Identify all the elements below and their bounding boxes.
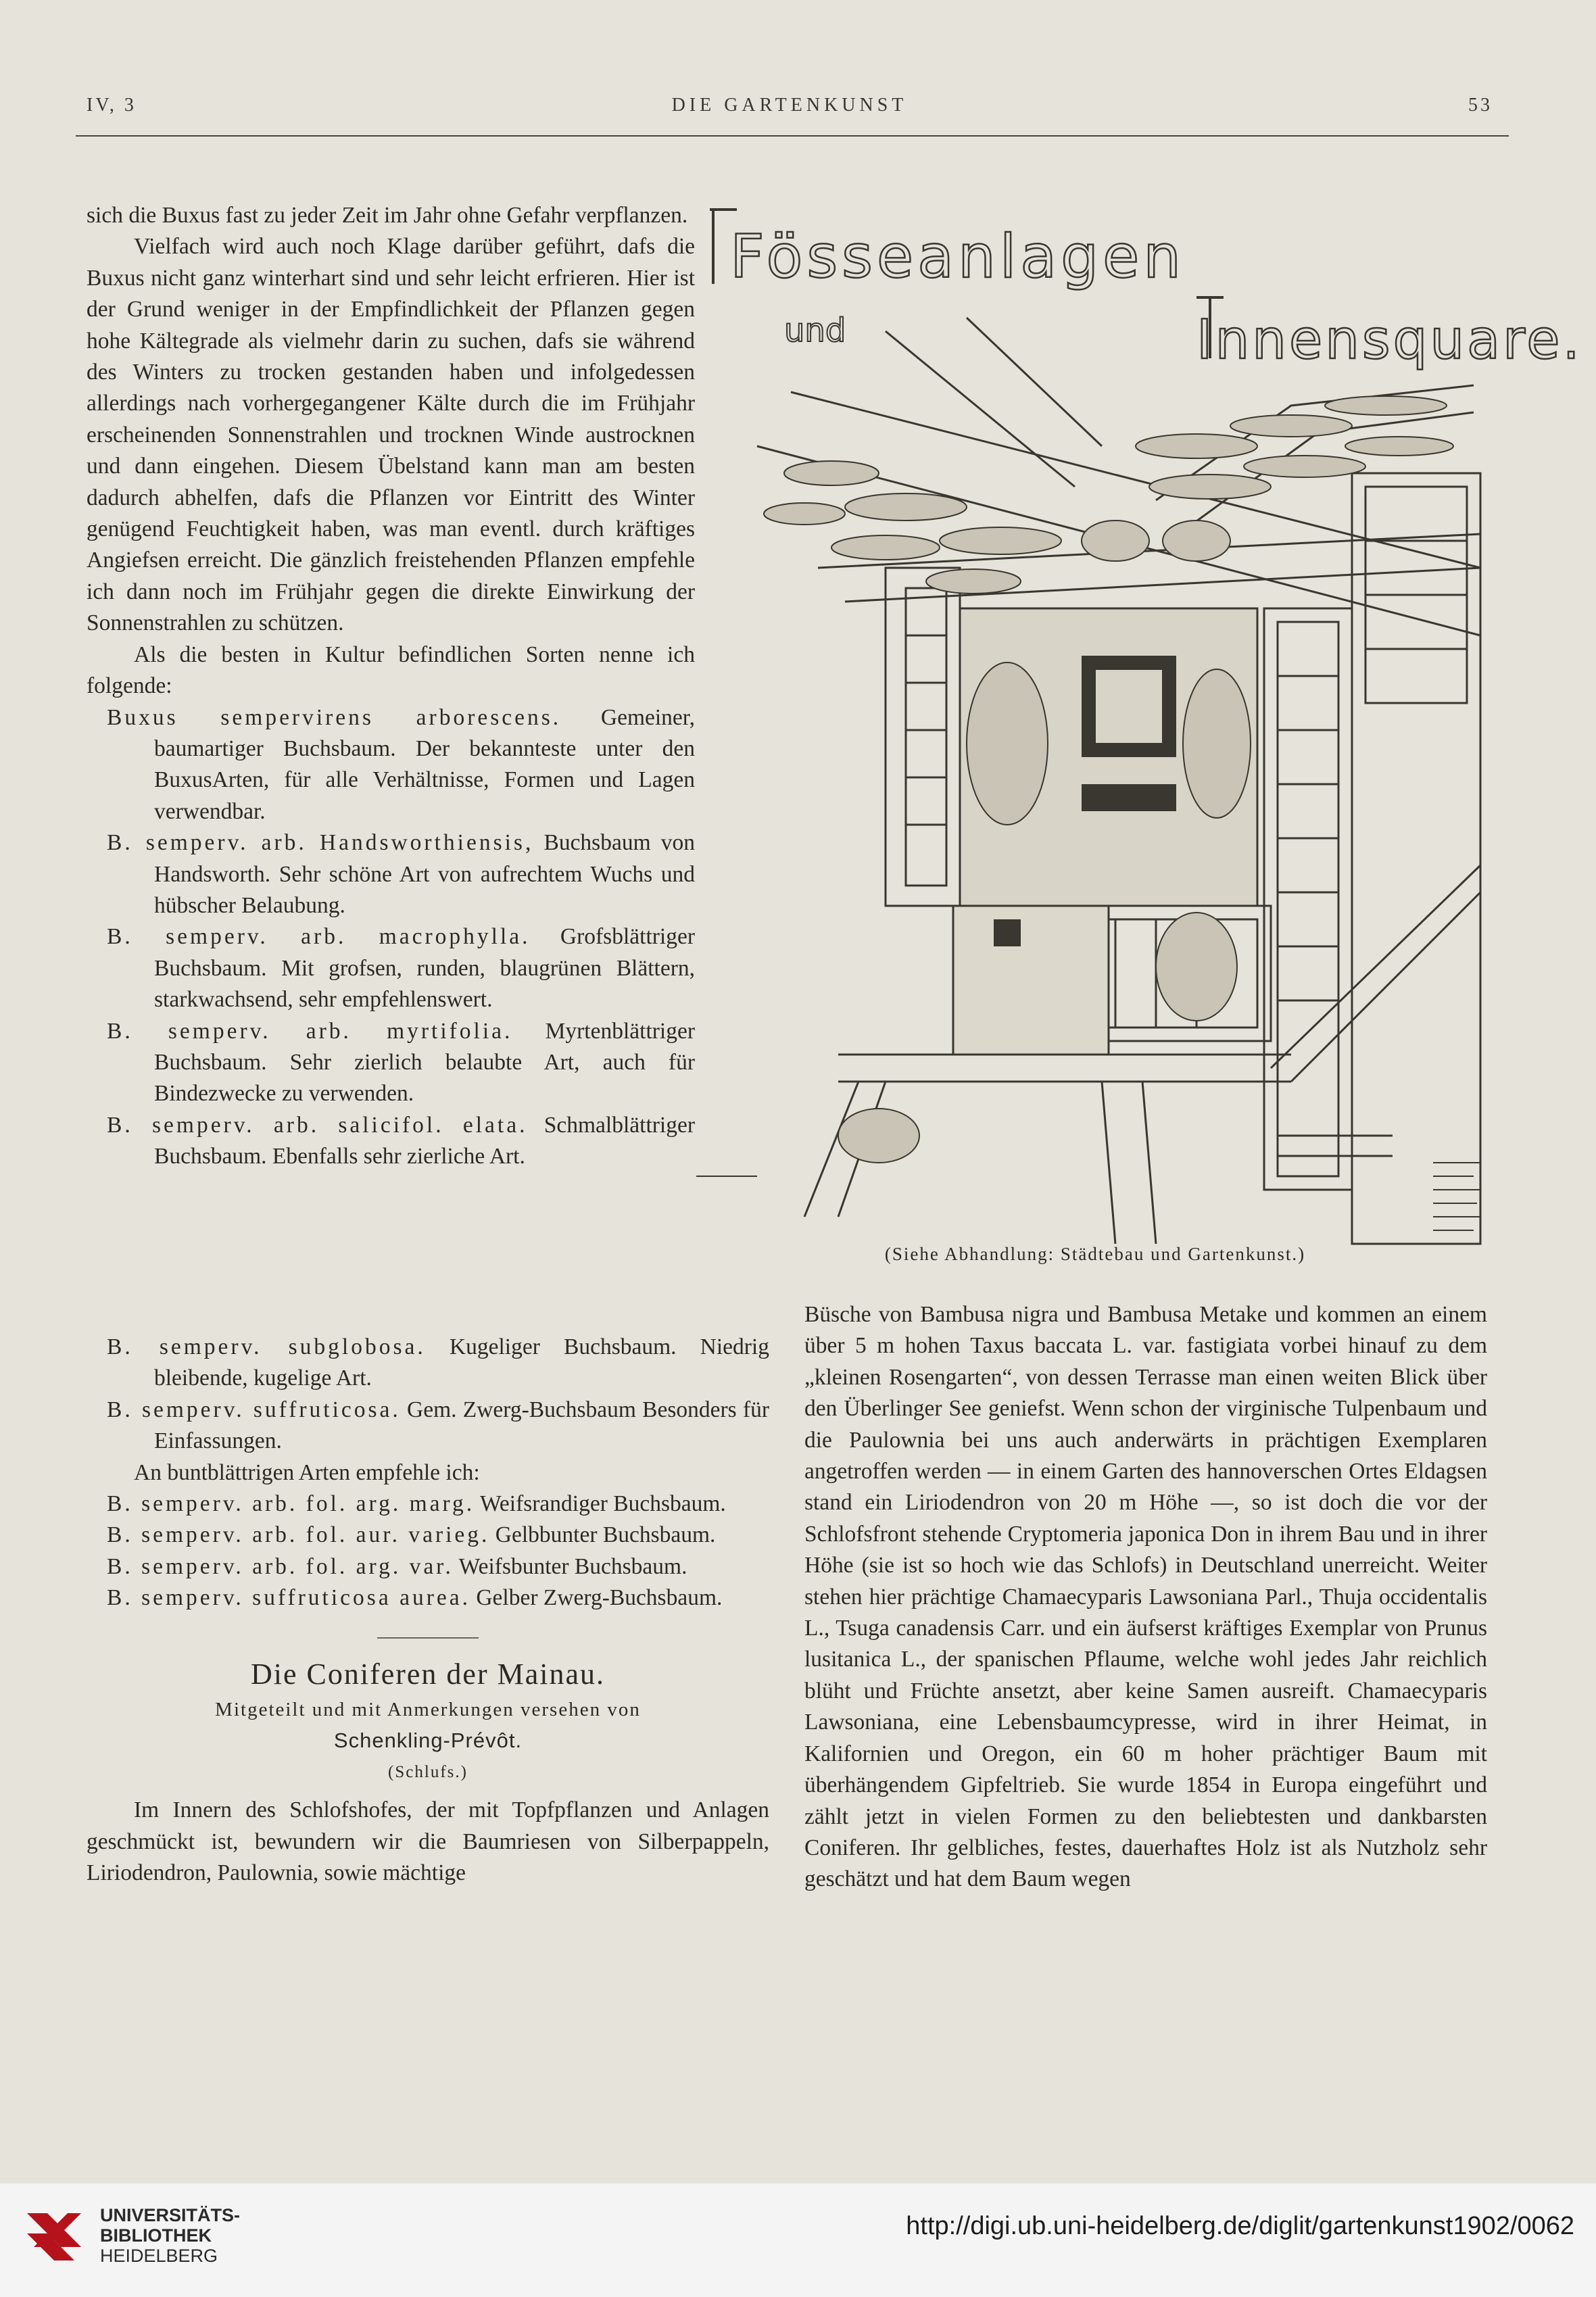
figure-caption: (Siehe Abhandlung: Städtebau und Gartenkunst.) (884, 1244, 1306, 1264)
header-rule (76, 135, 1509, 137)
variety-entry: B. semperv. arb. Handsworthiensis, Buchsbaum von Handsworth. Sehr schöne Art von aufrechtem Wuchs und hübscher Belaubung. (107, 830, 696, 918)
variety-entry: B. semperv. suffruticosa. Gem. Zwerg-Buchsbaum Besonders für Einfassungen. (107, 1397, 770, 1454)
paragraph: sich die Buxus fast zu jeder Zeit im Jahr ohne Gefahr verpflanzen. (87, 203, 688, 228)
figure-title-line1: Fösseanlagen (730, 222, 1186, 291)
variety-entry: B. semperv. arb. myrtifolia. Myrtenblättriger Buchsbaum. Sehr zierlich belaubte Art, auch für Bindezwecke zu verwenden. (107, 1018, 695, 1107)
journal-title: DIE GARTENKUNST (671, 95, 908, 116)
institution-name: UNIVERSITÄTS- BIBLIOTHEK HEIDELBERG (100, 2205, 241, 2266)
variety-entry: B. semperv. arb. fol. aur. varieg. Gelbbunter Buchsbaum. (107, 1522, 716, 1548)
middle-column (87, 1332, 769, 1889)
source-url-link[interactable]: http://digi.ub.uni-heidelberg.de/diglit/gartenkunst1902/0062 (906, 2212, 1574, 2240)
variety-entry: B. semperv. arb. fol. arg. marg. Weifsrandiger Buchsbaum. (107, 1491, 726, 1517)
paragraph: Büsche von Bambusa nigra und Bambusa Metake und kommen an einem über 5 m hohen Taxus baccata L. var. fastigiata vorbei hinauf zu dem „kleinen Rosengarten“, von dessen Terrasse man einen weiten Blick über den Überlinger See geniefst. Wenn schon der virginische Tulpenbaum und die Paulownia bei uns auch anderwärts in prächtigen Exemplaren angetroffen werden — in einem Garten des hannoverschen Ortes Eldagsen stand ein Liriodendron von 20 m Höhe —, so ist doch die vor der Schlofsfront stehende Cryptomeria japonica Don in ihrem Bau und in ihrer Höhe (sie ist so hoch wie das Schlofs) in Deutschland unerreicht. Weiter stehen hier prächtige Chamaecyparis Lawsoniana Parl., Thuja occidentalis L., Tsuga canadensis Carr. und ein äufserst kräftiges Exemplar von Prunus lusitanica L., der spanischen Pflaume, welche wohl jedes Jahr reichlich blüht und Früchte ansetzt, aber keine Samen ausreift. Chamaecyparis Lawsoniana, eine Lebensbaumcypresse, wird in ihrer Heimat, in Kalifornien und Oregon, ein 60 m hoher prächtiger Baum mit überhängendem Gipfeltrieb. Sie wurde 1854 in Europa eingeführt und zählt jetzt in vielen Formen zu den beliebtesten und dankbarsten Coniferen. Ihr gelbliches, festes, dauerhaftes Holz ist als Nutzholz sehr geschätzt und hat dem Baum wegen (804, 1302, 1487, 1892)
article-note: (Schlufs.) (388, 1762, 468, 1781)
article-author: Schenkling-Prévôt. (333, 1728, 523, 1753)
left-column (87, 200, 695, 1173)
paragraph: Im Innern des Schlofshofes, der mit Topfpflanzen und Anlagen geschmückt ist, bewundern wir die Baumriesen von Silberpappeln, Liriodendron, Paulownia, sowie mächtige (87, 1797, 769, 1886)
section-divider (377, 1637, 479, 1639)
article-byline: Mitgeteilt und mit Anmerkungen versehen von (215, 1699, 641, 1721)
right-column (804, 1299, 1487, 1895)
university-logo-icon (20, 2200, 88, 2274)
variety-entry: B. semperv. arb. salicifol. elata. Schmalblättriger Buchsbaum. Ebenfalls sehr zierliche Art. (107, 1112, 696, 1169)
page-number: 53 (1468, 95, 1493, 116)
volume-number: IV, 3 (87, 95, 137, 116)
variety-entry: B. semperv. arb. fol. arg. var. Weifsbunter Buchsbaum. (107, 1553, 687, 1579)
article-title: Die Coniferen der Mainau. (250, 1657, 606, 1691)
variety-entry: Buxus sempervirens arborescens. Gemeiner, baumartiger Buchsbaum. Der bekannteste unter den BuxusArten, für alle Verhältnisse, Formen und Lagen verwendbar. (107, 704, 695, 824)
variety-entry: B. semperv. arb. macrophylla. Grofsblättriger Buchsbaum. Mit grofsen, runden, blaugrünen Blättern, starkwachsend, sehr empfehlenswert. (107, 924, 695, 1013)
figure-title-und: und (784, 312, 846, 349)
paragraph: An buntblättrigen Arten empfehle ich: (134, 1459, 480, 1485)
variety-entry: B. semperv. suffruticosa aurea. Gelber Zwerg-Buchsbaum. (107, 1585, 723, 1611)
site-plan-illustration (683, 189, 1582, 1244)
paragraph: Als die besten in Kultur befindlichen Sorten nenne ich folgende: (87, 642, 695, 699)
variety-entry: B. semperv. subglobosa. Kugeliger Buchsbaum. Niedrig bleibende, kugelige Art. (107, 1334, 769, 1391)
running-header (87, 95, 1493, 128)
paragraph: Vielfach wird auch noch Klage darüber geführt, dafs die Buxus nicht ganz winterhart sind und sehr leicht erfrieren. Hier ist der Grund weniger in der Empfindlichkeit der Pflanzen gegen hohe Kältegrade als vielmehr darin zu suchen, dafs sie während des Winters zu trocken gestanden haben und infolgedessen allerdings nach vorhergegangener Kälte durch die im Frühjahr erscheinenden Sonnenstrahlen und trocknen Winde austrocknen und dann eingehen. Diesem Übelstand kann man am besten dadurch abhelfen, dafs die Pflanzen vor Eintritt des Winter genügend Feuchtigkeit haben, was man eventl. durch kräftiges Angiefsen erreicht. Die gänzlich freistehenden Pflanzen empfehle ich dann noch im Frühjahr gegen die direkte Einwirkung der Sonnenstrahlen zu schützen. (87, 234, 695, 636)
figure-title-line2: Innensquare. (1196, 308, 1582, 371)
